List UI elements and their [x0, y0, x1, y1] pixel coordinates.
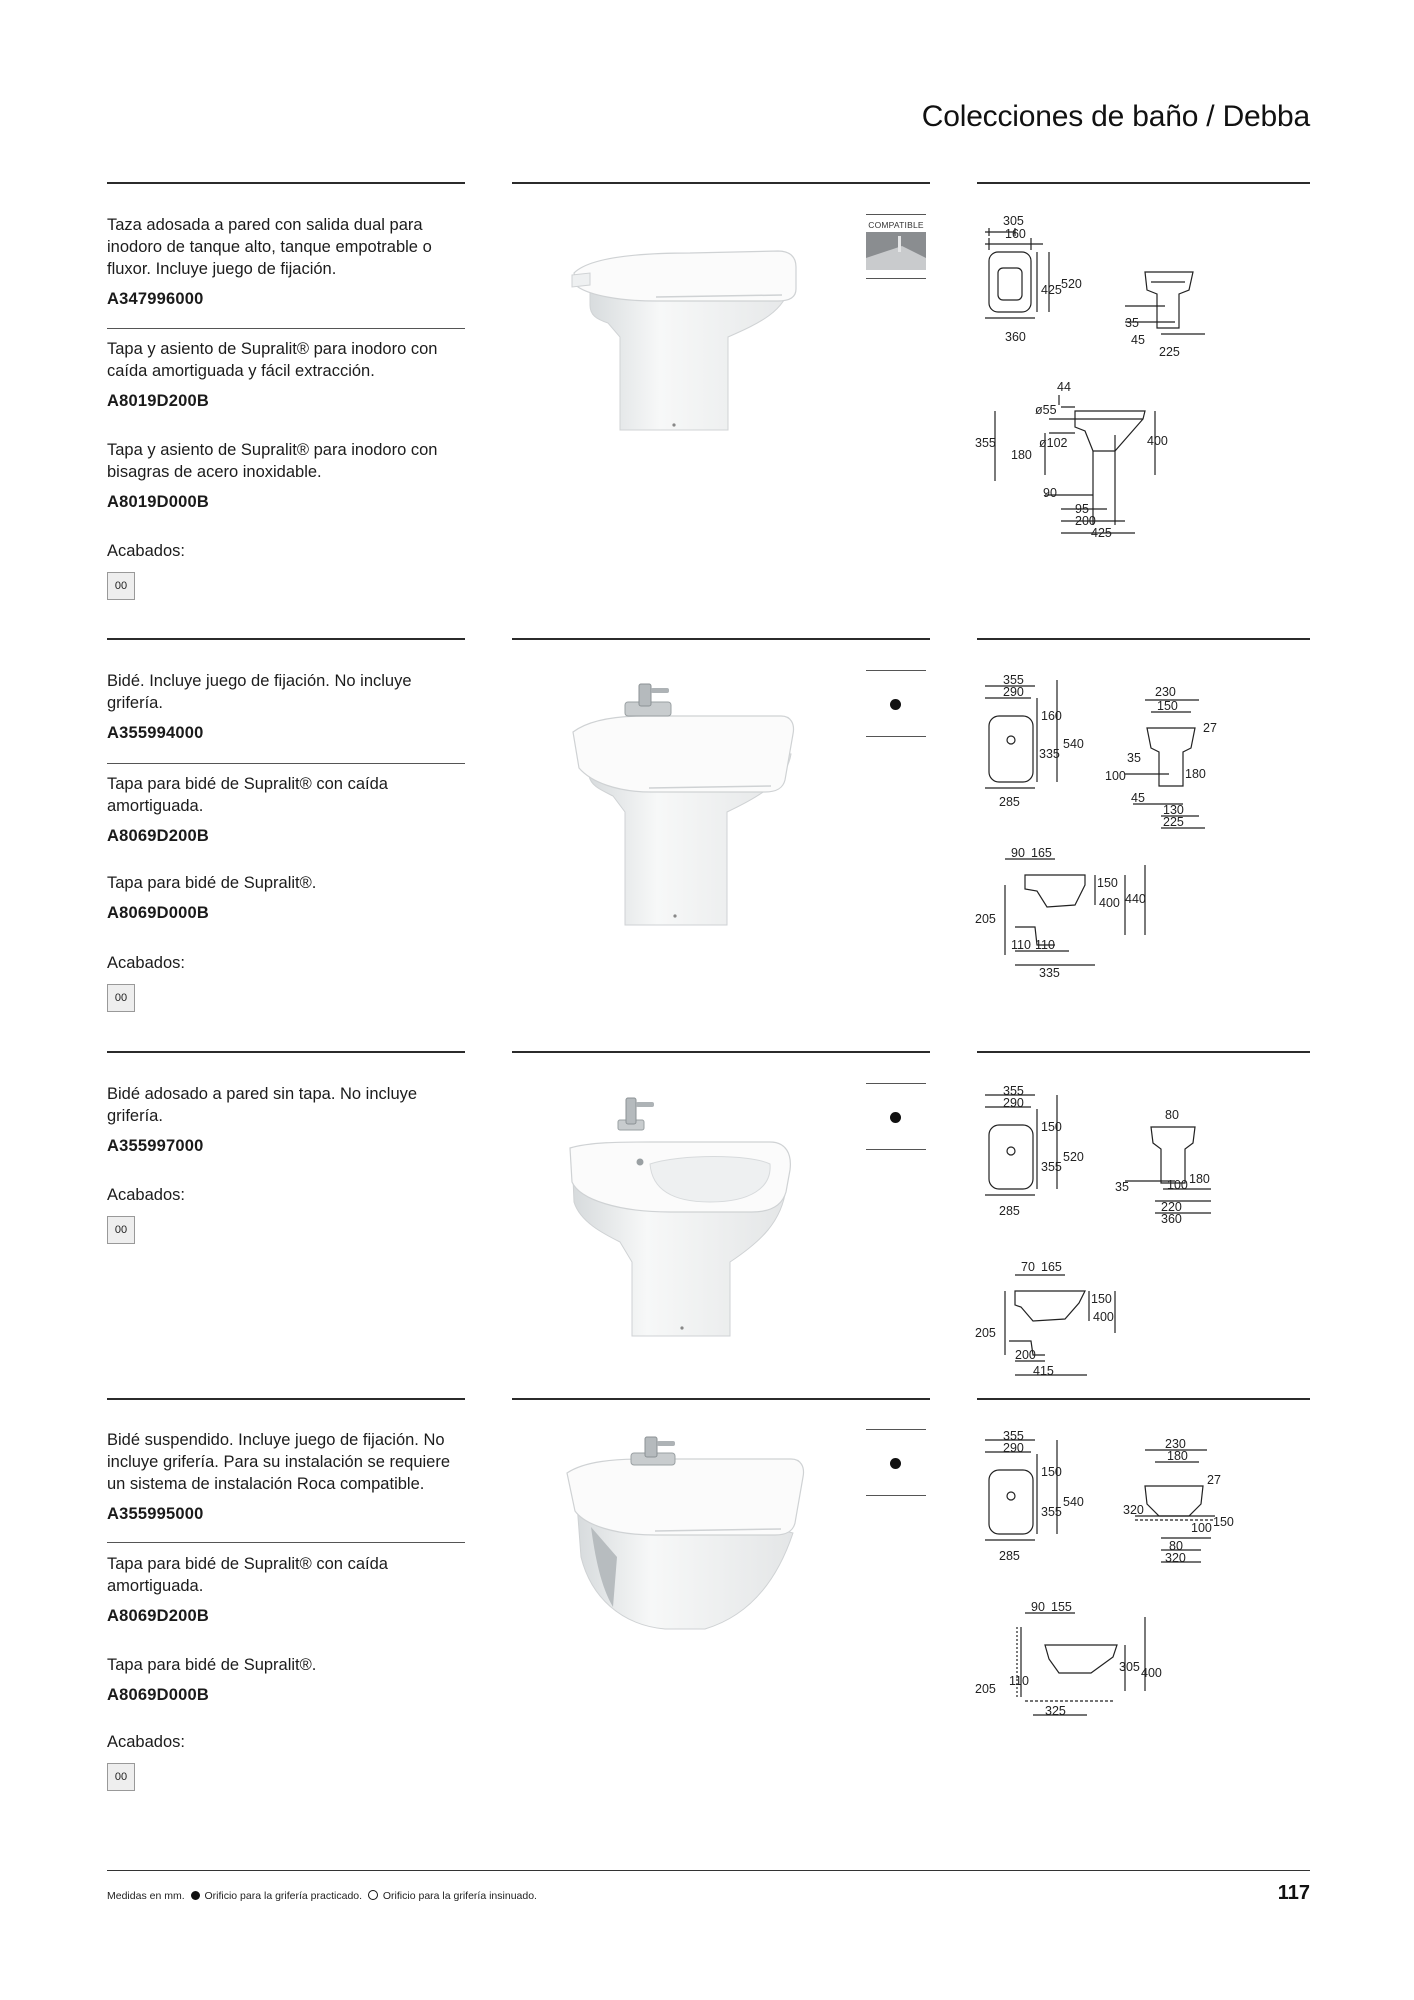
dim-label: 305	[1119, 1660, 1140, 1674]
dim-label: 35	[1127, 751, 1141, 765]
badge-divider	[866, 1149, 926, 1150]
product-code: A355997000	[107, 1137, 204, 1155]
divider-text	[107, 638, 465, 640]
dim-label: 100	[1191, 1521, 1212, 1535]
dim-label: 230	[1165, 1437, 1186, 1451]
dimension-diagram-top	[975, 210, 1205, 360]
product-description: Tapa para bidé de Supralit®.	[107, 874, 317, 892]
dim-label: 355	[1003, 1429, 1024, 1443]
dim-label: 90	[1031, 1600, 1045, 1614]
product-description: Taza adosada a pared con salida dual para inodoro de tanque alto, tanque empotrable o fluxor. Incluye juego de fijación.	[107, 216, 432, 278]
dim-label: 325	[1045, 1704, 1066, 1718]
bide-image	[555, 680, 805, 930]
dim-label: 27	[1203, 721, 1217, 735]
dim-label: 355	[1041, 1505, 1062, 1519]
dim-label: 425	[1041, 283, 1062, 297]
dim-label: 150	[1157, 699, 1178, 713]
dim-label: 400	[1093, 1310, 1114, 1324]
dim-label: 44	[1057, 380, 1071, 394]
badge-divider	[866, 670, 926, 671]
page-title: Colecciones de baño / Debba	[921, 100, 1310, 133]
dim-label: 80	[1165, 1108, 1179, 1122]
dim-label: 360	[1161, 1212, 1182, 1226]
finish-swatch[interactable]: 00	[107, 984, 135, 1012]
dim-label: 90	[1011, 846, 1025, 860]
dim-label: 45	[1131, 791, 1145, 805]
divider-diagram	[977, 182, 1310, 184]
dim-label: 150	[1097, 876, 1118, 890]
dim-label: 320	[1123, 1503, 1144, 1517]
dim-label: 335	[1039, 966, 1060, 980]
dim-label: 230	[1155, 685, 1176, 699]
dim-label: 70	[1021, 1260, 1035, 1274]
product-code: A355995000	[107, 1505, 204, 1523]
dim-label: 110	[1009, 1674, 1029, 1688]
finish-swatch[interactable]: 00	[107, 1216, 135, 1244]
dim-label: 200	[1075, 514, 1096, 528]
product-description: Tapa para bidé de Supralit®.	[107, 1656, 317, 1674]
product-code: A8019D000B	[107, 493, 209, 511]
dim-label: 425	[1091, 526, 1112, 540]
dim-label: 355	[1041, 1160, 1062, 1174]
open-dot-icon	[368, 1890, 378, 1900]
dimension-diagram-side	[975, 1597, 1175, 1727]
dim-label: 95	[1075, 502, 1089, 516]
dim-label: 205	[975, 1682, 996, 1696]
dimension-diagram-side	[975, 375, 1175, 540]
dim-label: 110	[1011, 938, 1031, 952]
badge-divider	[866, 214, 926, 215]
dim-label: 540	[1063, 1495, 1084, 1509]
dim-label: 165	[1041, 1260, 1062, 1274]
dim-label: 290	[1003, 1441, 1024, 1455]
dim-label: 27	[1207, 1473, 1221, 1487]
divider-text	[107, 1398, 465, 1400]
dimension-diagram-top	[975, 1429, 1234, 1580]
dim-label: 90	[1043, 486, 1057, 500]
dim-label: 400	[1099, 896, 1120, 910]
dim-label: 335	[1039, 747, 1060, 761]
dim-label: 285	[999, 1204, 1020, 1218]
dim-label: 355	[975, 436, 996, 450]
dim-label: 165	[1031, 846, 1052, 860]
product-description: Tapa para bidé de Supralit® con caída amortiguada.	[107, 775, 388, 815]
finish-swatch[interactable]: 00	[107, 1763, 135, 1791]
product-code: A347996000	[107, 290, 204, 308]
dim-label: 520	[1063, 1150, 1084, 1164]
badge-divider	[866, 1429, 926, 1430]
dim-label: 180	[1167, 1449, 1188, 1463]
divider-image	[512, 182, 930, 184]
acabados-label: Acabados:	[107, 1186, 185, 1204]
dim-label: 285	[999, 1549, 1020, 1563]
dim-label: 415	[1033, 1364, 1054, 1378]
product-code: A355994000	[107, 724, 204, 742]
product-description: Bidé suspendido. Incluye juego de fijación. No incluye grifería. Para su instalación se requiere un sistema de instalación Roca compatible.	[107, 1431, 451, 1493]
dim-label: 225	[1159, 345, 1180, 359]
dim-label: 360	[1005, 330, 1026, 344]
footer-divider	[107, 1870, 1310, 1871]
dim-label: 355	[1003, 673, 1024, 687]
dim-label: 200	[1015, 1348, 1036, 1362]
dim-label: 80	[1169, 1539, 1183, 1553]
dim-label: 290	[1003, 1096, 1024, 1110]
dim-label: 220	[1161, 1200, 1182, 1214]
divider-text	[107, 182, 465, 184]
divider-image	[512, 1398, 930, 1400]
dim-label: 150	[1041, 1465, 1062, 1479]
faucet-hole-drilled-icon	[890, 1458, 901, 1469]
dim-label: 180	[1185, 767, 1206, 781]
dim-label: 45	[1131, 333, 1145, 347]
product-code: A8069D200B	[107, 1607, 209, 1625]
filled-dot-icon	[191, 1891, 200, 1900]
item-divider	[107, 763, 465, 764]
dim-label: 540	[1063, 737, 1084, 751]
product-description: Tapa y asiento de Supralit® para inodoro con caída amortiguada y fácil extracción.	[107, 340, 438, 380]
dim-label: 150	[1213, 1515, 1234, 1529]
dim-label: 180	[1189, 1172, 1210, 1186]
divider-diagram	[977, 638, 1310, 640]
divider-diagram	[977, 1398, 1310, 1400]
compatible-badge-label: COMPATIBLE	[868, 220, 924, 230]
dim-label: ø55	[1035, 403, 1057, 417]
badge-divider	[866, 1495, 926, 1496]
dim-label: 35	[1115, 1180, 1129, 1194]
badge-divider	[866, 278, 926, 279]
dim-label: 155	[1051, 1600, 1072, 1614]
bide-suspended-image	[555, 1437, 815, 1637]
acabados-label: Acabados:	[107, 1733, 185, 1751]
dim-label: 225	[1163, 815, 1184, 829]
acabados-label: Acabados:	[107, 954, 185, 972]
dim-label: 100	[1167, 1178, 1188, 1192]
dim-label: 400	[1147, 434, 1168, 448]
faucet-hole-drilled-icon	[890, 1112, 901, 1123]
dim-label: 160	[1041, 709, 1062, 723]
dim-label: 110	[1035, 938, 1055, 952]
acabados-label: Acabados:	[107, 542, 185, 560]
dim-label: 205	[975, 1326, 996, 1340]
dim-label: 205	[975, 912, 996, 926]
dim-label: 440	[1125, 892, 1146, 906]
dim-label: 355	[1003, 1084, 1024, 1098]
finish-swatch[interactable]: 00	[107, 572, 135, 600]
footer-note-drilled: Orificio para la grifería practicado.	[204, 1890, 363, 1902]
footer-note	[107, 1890, 537, 1902]
divider-text	[107, 1051, 465, 1053]
dim-label: ø102	[1039, 436, 1068, 450]
dimension-diagram-top	[975, 1085, 1215, 1225]
footer-note-units: Medidas en mm.	[107, 1890, 185, 1902]
faucet-hole-drilled-icon	[890, 699, 901, 710]
dim-label: 130	[1163, 803, 1184, 817]
page-number: 117	[1277, 1882, 1310, 1904]
dim-label: 160	[1005, 227, 1026, 241]
item-divider	[107, 1542, 465, 1543]
product-code: A8069D200B	[107, 827, 209, 845]
dim-label: 150	[1041, 1120, 1062, 1134]
bide-wall-image	[560, 1092, 800, 1342]
badge-divider	[866, 1083, 926, 1084]
compatible-badge-icon	[866, 232, 926, 270]
product-code: A8069D000B	[107, 1686, 209, 1704]
dimension-diagram-side	[975, 1255, 1155, 1385]
dim-label: 290	[1003, 685, 1024, 699]
divider-image	[512, 638, 930, 640]
product-code: A8019D200B	[107, 392, 209, 410]
dim-label: 400	[1141, 1666, 1162, 1680]
divider-image	[512, 1051, 930, 1053]
footer-note-suggested: Orificio para la grifería insinuado.	[382, 1890, 537, 1902]
dim-label: 35	[1125, 316, 1139, 330]
product-description: Bidé adosado a pared sin tapa. No incluye grifería.	[107, 1085, 418, 1125]
dimension-diagram-side	[975, 845, 1175, 985]
dimension-diagram-top	[975, 670, 1225, 840]
dim-label: 320	[1165, 1551, 1186, 1565]
dim-label: 180	[1011, 448, 1032, 462]
product-description: Tapa y asiento de Supralit® para inodoro con bisagras de acero inoxidable.	[107, 441, 438, 481]
product-description: Tapa para bidé de Supralit® con caída amortiguada.	[107, 1555, 388, 1595]
product-description: Bidé. Incluye juego de fijación. No incluye grifería.	[107, 672, 412, 712]
item-divider	[107, 328, 465, 329]
dim-label: 305	[1003, 214, 1024, 228]
product-code: A8069D000B	[107, 904, 209, 922]
toilet-image	[560, 245, 810, 435]
dim-label: 520	[1061, 277, 1082, 291]
badge-divider	[866, 736, 926, 737]
divider-diagram	[977, 1051, 1310, 1053]
dim-label: 150	[1091, 1292, 1112, 1306]
dim-label: 285	[999, 795, 1020, 809]
dim-label: 100	[1105, 769, 1126, 783]
